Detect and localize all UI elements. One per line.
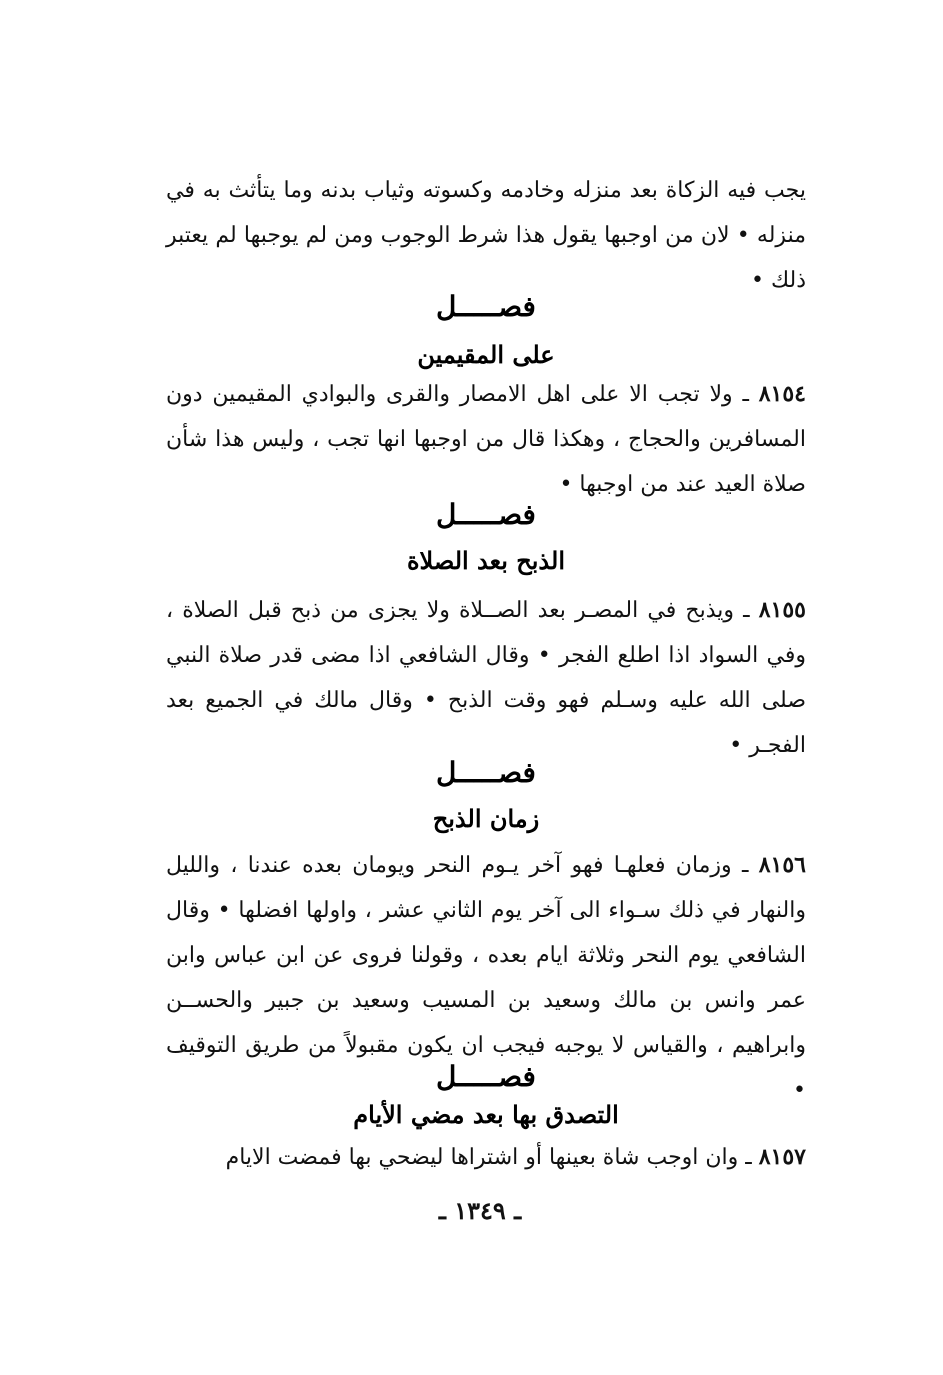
paragraph-number: ٨١٥٤ xyxy=(758,381,806,407)
section-subtitle: زمان الذبح xyxy=(432,804,540,833)
paragraph-8155 xyxy=(166,588,806,768)
section-heading-fasl: فصـــــل xyxy=(436,498,536,531)
paragraph-number: ٨١٥٧ xyxy=(758,1144,806,1170)
intro-text: يجب فيه الزكاة بعد منزله وخادمه وكسوته وثياب بدنه وما يتأثث به في منزله • لان من اوجبها يقول هذا شرط الوجوب ومن لم يوجبها لم يعتبر ذلك • xyxy=(166,178,806,293)
section-subtitle: الذبح بعد الصلاة xyxy=(406,546,565,575)
section-subtitle: على المقيمين xyxy=(417,340,555,369)
section-heading-fasl: فصـــــل xyxy=(436,290,536,323)
paragraph-text: ـ ولا تجب الا على اهل الامصار والقرى والبوادي المقيمين دون المسافرين والحجاج ، وهكذا قال من اوجبها انها تجب ، وليس هذا شأن صلاة العيد عند من اوجبها • xyxy=(166,382,806,497)
section-heading-fasl: فصـــــل xyxy=(436,756,536,789)
paragraph-8154 xyxy=(166,372,806,507)
page-number: ـ ١٣٤٩ ـ xyxy=(438,1196,522,1225)
paragraph-8157 xyxy=(166,1135,806,1180)
paragraph-number: ٨١٥٥ xyxy=(758,597,806,623)
section-heading-fasl: فصـــــل xyxy=(436,1060,536,1093)
section-subtitle: التصدق بها بعد مضي الأيام xyxy=(353,1100,619,1129)
intro-paragraph xyxy=(166,168,806,303)
paragraph-text: ـ وان اوجب شاة بعينها أو اشتراها ليضحي بها فمضت الايام xyxy=(225,1145,759,1170)
paragraph-text: ـ ويذبح في المصـر بعد الصــلاة ولا يجزى من ذبح قبل الصلاة ، وفي السواد اذا اطلع الفجر • وقال الشافعي اذا مضى قدر صلاة النبي صلى الله عليه وسـلم فهو وقت الذبح • وقال مالك في الجميع بعد الفجـر • xyxy=(166,598,806,758)
paragraph-number: ٨١٥٦ xyxy=(758,852,806,878)
paragraph-text: ـ وزمان فعلهـا فهو آخر يـوم النحر ويومان بعده عندنا ، والليل والنهار في ذلك سـواء الى آخر يوم الثاني عشر ، واولها افضلها • وقال الشافعي يوم النحر وثلاثة ايام بعده ، وقولنا فروى عن ابن عباس وابن عمر وانس بن مالك وسعيد بن المسيب وسعيد بن جبير والحســن وابراهيم ، والقياس لا يوجبه فيجب ان يكون مقبولاً من طريق التوقيف • xyxy=(166,853,806,1103)
